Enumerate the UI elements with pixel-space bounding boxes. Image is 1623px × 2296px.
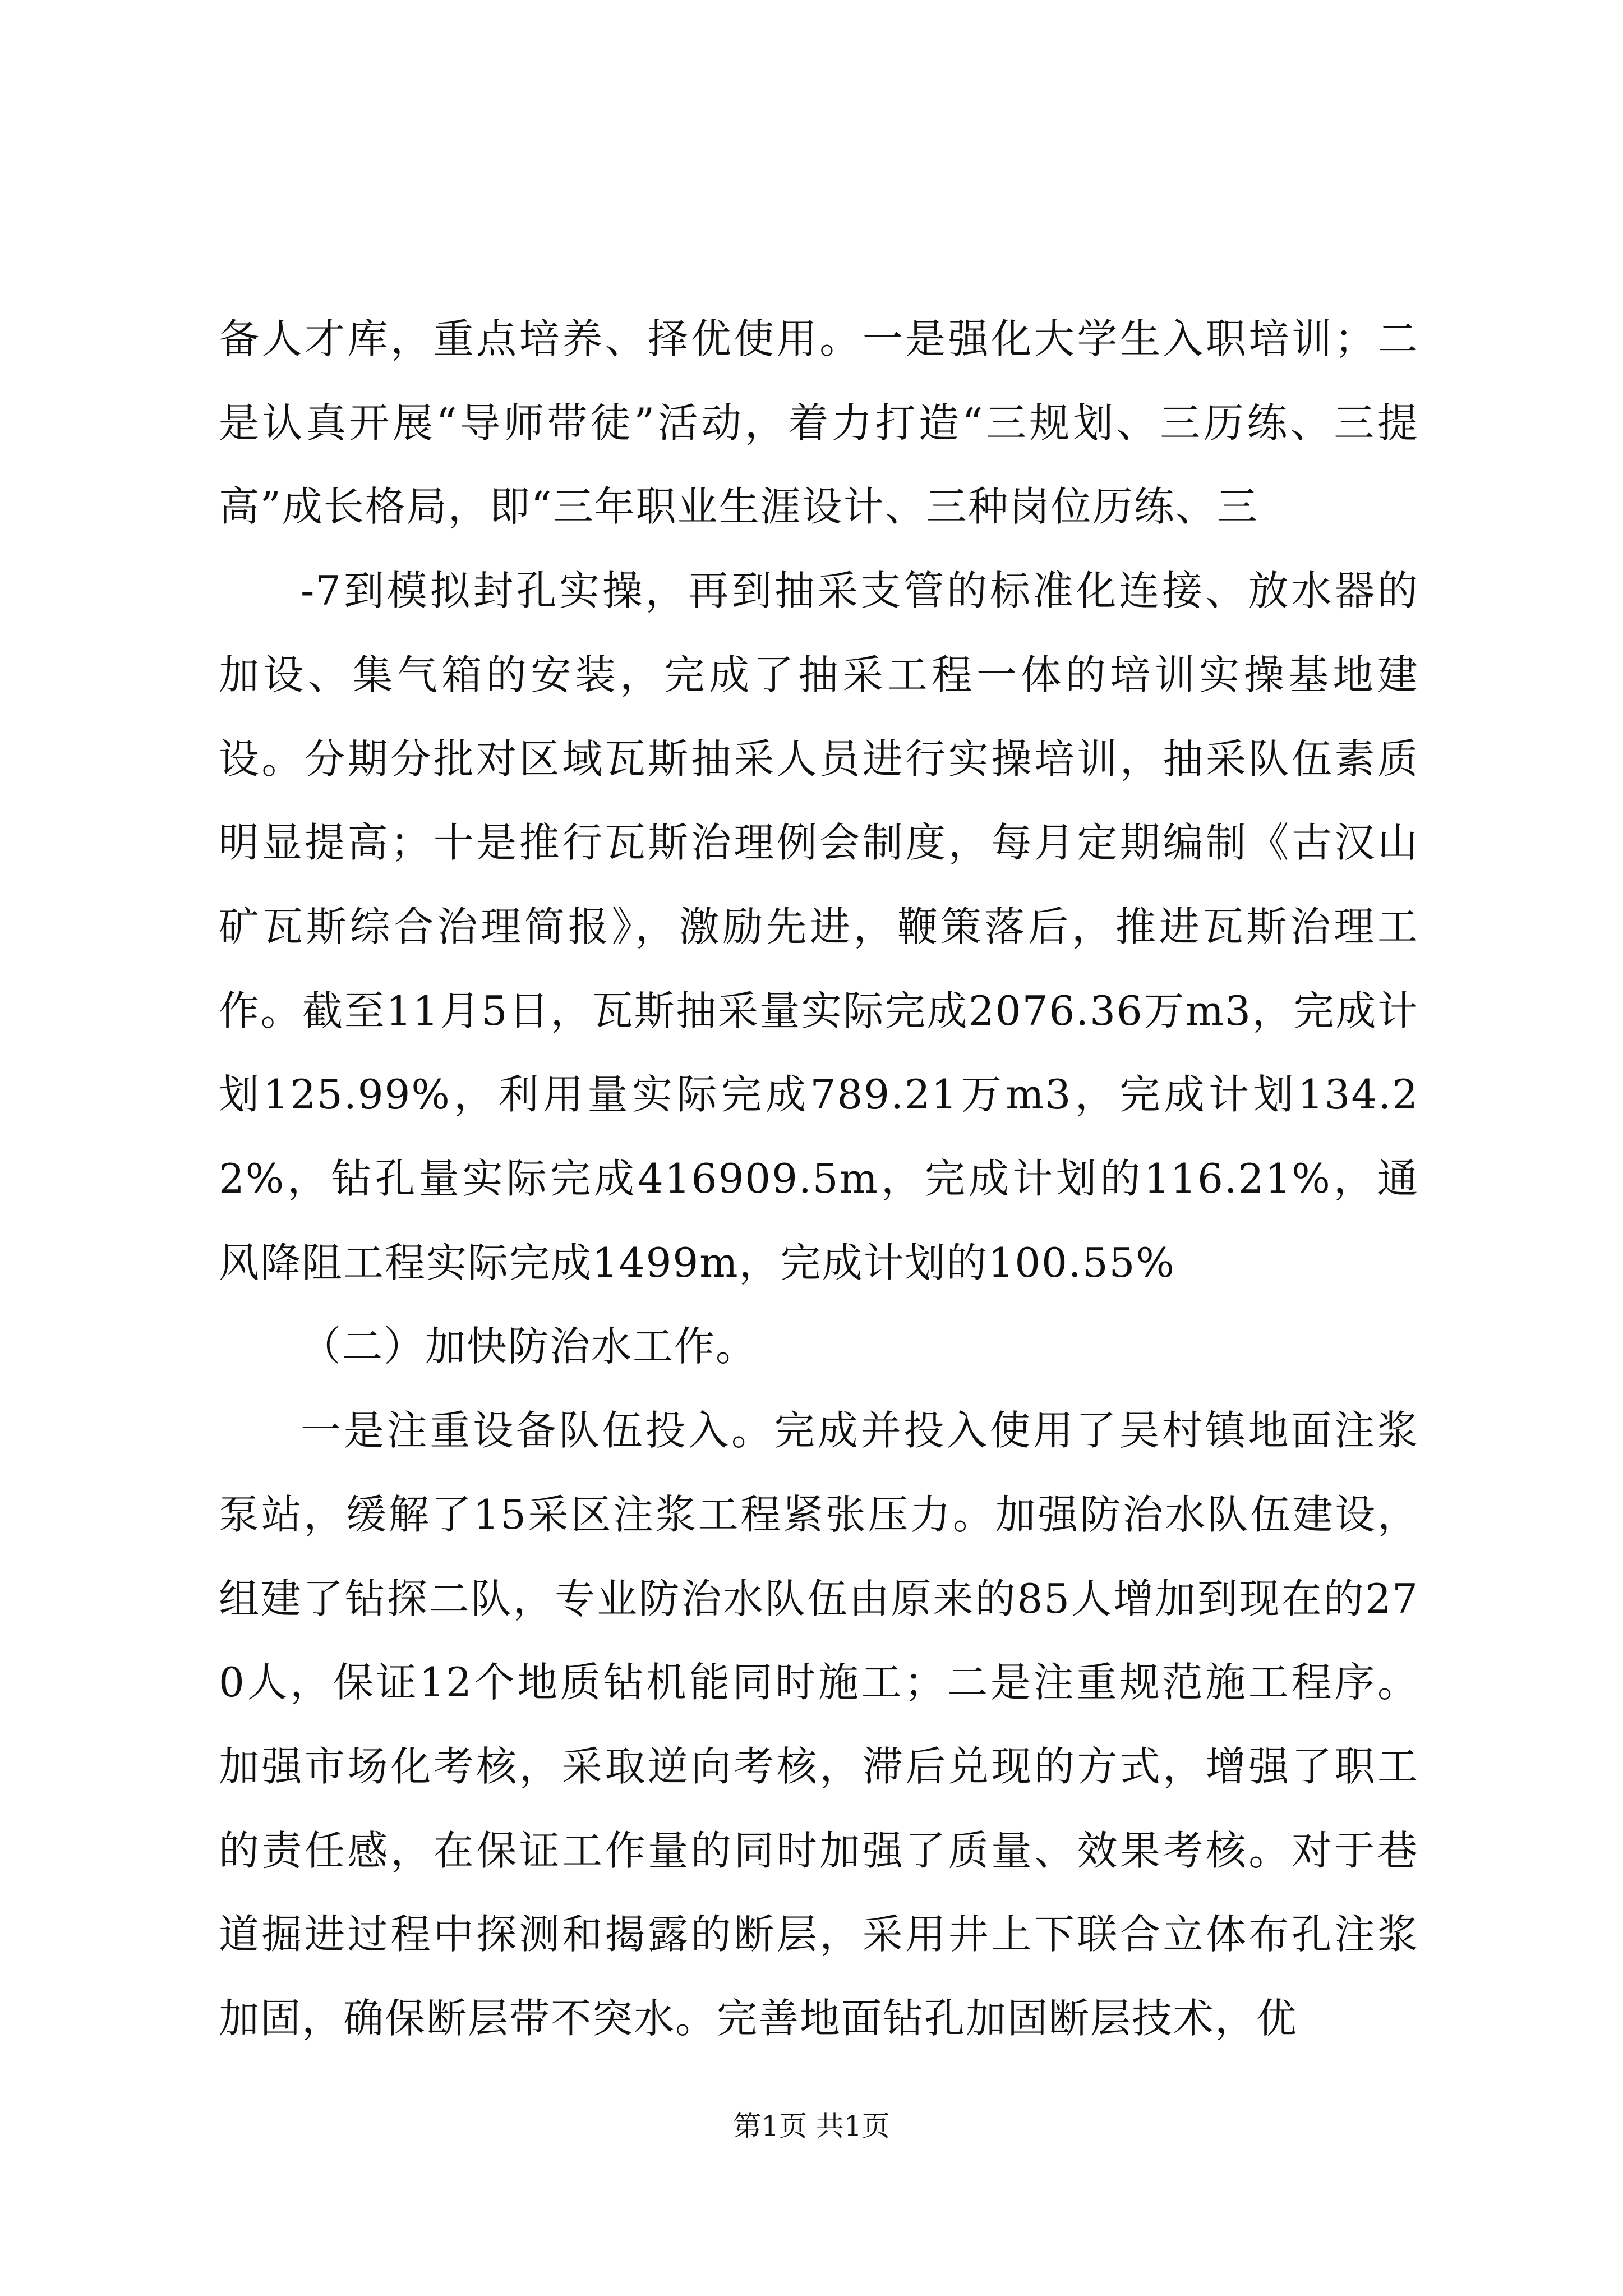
paragraph-2: -7到模拟封孔实操，再到抽采支管的标准化连接、放水器的加设、集气箱的安装，完成了抽采工程一体的培训实操基地建设。分期分批对区域瓦斯抽采人员进行实操培训，抽采队伍素质明显提高；十是推行瓦斯治理例会制度，每月定期编制《古汉山矿瓦斯综合治理简报》，激励先进，鞭策落后，推进瓦斯治理工作。截至11月5日，瓦斯抽采量实际完成2076.36万m3，完成计划125.99%，利用量实际完成789.21万m3，完成计划134.22%，钻孔量实际完成416909.5m，完成计划的116.21%，通风降阻工程实际完成1499m，完成计划的100.55% xyxy=(219,567,1419,1286)
paragraph-3: 一是注重设备队伍投入。完成并投入使用了吴村镇地面注浆泵站，缓解了15采区注浆工程紧张压力。加强防治水队伍建设，组建了钻探二队，专业防治水队伍由原来的85人增加到现在的270人，保证12个地质钻机能同时施工；二是注重规范施工程序。加强市场化考核，采取逆向考核，滞后兑现的方式，增强了职工的责任感，在保证工作量的同时加强了质量、效果考核。对于巷道掘进过程中探测和揭露的断层，采用井上下联合立体布孔注浆加固，确保断层带不突水。完善地面钻孔加固断层技术，优 xyxy=(219,1407,1419,2042)
document-body xyxy=(219,297,1419,2061)
section-heading: （二）加快防治水工作。 xyxy=(301,1323,758,1370)
paragraph-1: 备人才库，重点培养、择优使用。一是强化大学生入职培训；二是认真开展“导师带徒”活动，着力打造“三规划、三历练、三提高”成长格局，即“三年职业生涯设计、三种岗位历练、三 xyxy=(219,315,1419,531)
page-number-footer: 第1页 共1页 xyxy=(733,2110,890,2142)
